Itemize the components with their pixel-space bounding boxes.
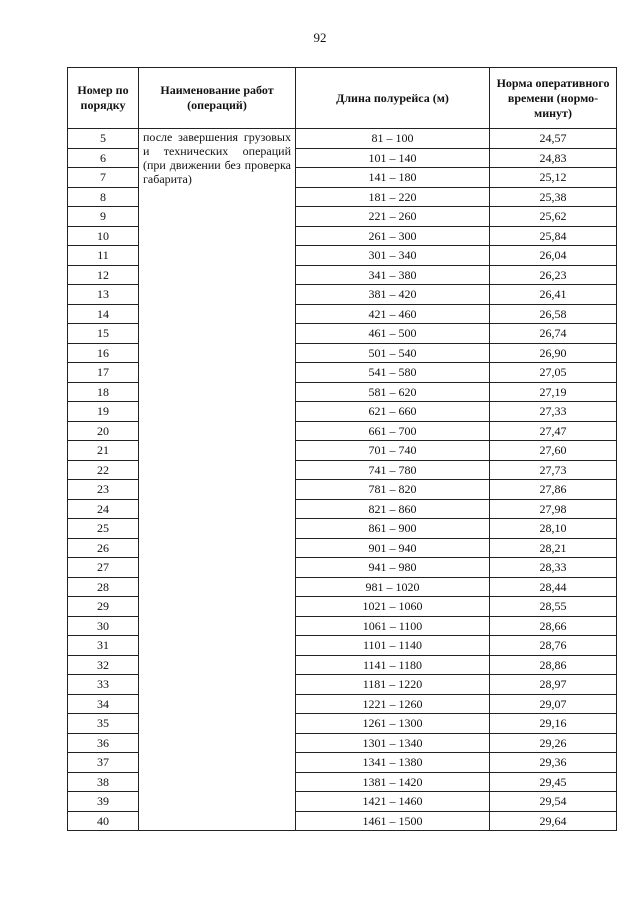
row-length: 1141 – 1180 bbox=[296, 655, 490, 675]
row-number: 24 bbox=[68, 499, 139, 519]
row-number: 18 bbox=[68, 382, 139, 402]
row-length: 1221 – 1260 bbox=[296, 694, 490, 714]
row-norm: 28,21 bbox=[490, 538, 617, 558]
row-length: 661 – 700 bbox=[296, 421, 490, 441]
row-length: 901 – 940 bbox=[296, 538, 490, 558]
row-number: 7 bbox=[68, 168, 139, 188]
row-norm: 27,73 bbox=[490, 460, 617, 480]
row-norm: 28,33 bbox=[490, 558, 617, 578]
row-length: 341 – 380 bbox=[296, 265, 490, 285]
row-number: 36 bbox=[68, 733, 139, 753]
row-norm: 28,55 bbox=[490, 597, 617, 617]
row-length: 1461 – 1500 bbox=[296, 811, 490, 831]
row-norm: 29,36 bbox=[490, 753, 617, 773]
row-number: 31 bbox=[68, 636, 139, 656]
row-number: 34 bbox=[68, 694, 139, 714]
row-length: 1261 – 1300 bbox=[296, 714, 490, 734]
row-norm: 29,45 bbox=[490, 772, 617, 792]
row-norm: 29,07 bbox=[490, 694, 617, 714]
row-length: 81 – 100 bbox=[296, 129, 490, 149]
row-number: 16 bbox=[68, 343, 139, 363]
row-length: 1181 – 1220 bbox=[296, 675, 490, 695]
row-length: 581 – 620 bbox=[296, 382, 490, 402]
row-length: 261 – 300 bbox=[296, 226, 490, 246]
row-norm: 28,97 bbox=[490, 675, 617, 695]
row-length: 381 – 420 bbox=[296, 285, 490, 305]
row-length: 1421 – 1460 bbox=[296, 792, 490, 812]
row-number: 19 bbox=[68, 402, 139, 422]
row-number: 22 bbox=[68, 460, 139, 480]
row-length: 541 – 580 bbox=[296, 363, 490, 383]
row-length: 1021 – 1060 bbox=[296, 597, 490, 617]
row-length: 1301 – 1340 bbox=[296, 733, 490, 753]
row-norm: 27,86 bbox=[490, 480, 617, 500]
header-norm: Норма оперативного времени (нормо-минут) bbox=[490, 68, 617, 129]
header-length: Длина полурейса (м) bbox=[296, 68, 490, 129]
row-number: 5 bbox=[68, 129, 139, 149]
page-number: 92 bbox=[313, 30, 327, 45]
row-norm: 26,04 bbox=[490, 246, 617, 266]
row-norm: 24,57 bbox=[490, 129, 617, 149]
row-length: 461 – 500 bbox=[296, 324, 490, 344]
table-header bbox=[68, 68, 617, 129]
row-length: 821 – 860 bbox=[296, 499, 490, 519]
row-number: 12 bbox=[68, 265, 139, 285]
row-norm: 27,19 bbox=[490, 382, 617, 402]
row-length: 621 – 660 bbox=[296, 402, 490, 422]
row-number: 17 bbox=[68, 363, 139, 383]
row-length: 1381 – 1420 bbox=[296, 772, 490, 792]
row-length: 861 – 900 bbox=[296, 519, 490, 539]
row-norm: 27,98 bbox=[490, 499, 617, 519]
row-number: 13 bbox=[68, 285, 139, 305]
row-norm: 25,38 bbox=[490, 187, 617, 207]
row-length: 701 – 740 bbox=[296, 441, 490, 461]
row-norm: 28,76 bbox=[490, 636, 617, 656]
row-norm: 26,41 bbox=[490, 285, 617, 305]
row-number: 8 bbox=[68, 187, 139, 207]
row-number: 10 bbox=[68, 226, 139, 246]
row-norm: 29,26 bbox=[490, 733, 617, 753]
row-norm: 29,16 bbox=[490, 714, 617, 734]
row-norm: 25,84 bbox=[490, 226, 617, 246]
row-norm: 26,90 bbox=[490, 343, 617, 363]
row-number: 38 bbox=[68, 772, 139, 792]
row-number: 33 bbox=[68, 675, 139, 695]
row-length: 181 – 220 bbox=[296, 187, 490, 207]
row-number: 37 bbox=[68, 753, 139, 773]
row-norm: 29,54 bbox=[490, 792, 617, 812]
row-norm: 28,66 bbox=[490, 616, 617, 636]
row-norm: 24,83 bbox=[490, 148, 617, 168]
row-number: 40 bbox=[68, 811, 139, 831]
row-number: 9 bbox=[68, 207, 139, 227]
row-length: 981 – 1020 bbox=[296, 577, 490, 597]
header-work: Наименование работ (операций) bbox=[139, 68, 296, 129]
row-length: 221 – 260 bbox=[296, 207, 490, 227]
row-length: 101 – 140 bbox=[296, 148, 490, 168]
row-norm: 27,33 bbox=[490, 402, 617, 422]
row-length: 301 – 340 bbox=[296, 246, 490, 266]
row-number: 6 bbox=[68, 148, 139, 168]
row-norm: 25,12 bbox=[490, 168, 617, 188]
row-number: 32 bbox=[68, 655, 139, 675]
row-length: 141 – 180 bbox=[296, 168, 490, 188]
row-norm: 26,58 bbox=[490, 304, 617, 324]
row-length: 1101 – 1140 bbox=[296, 636, 490, 656]
row-number: 29 bbox=[68, 597, 139, 617]
row-norm: 25,62 bbox=[490, 207, 617, 227]
row-number: 23 bbox=[68, 480, 139, 500]
row-norm: 28,86 bbox=[490, 655, 617, 675]
row-norm: 27,60 bbox=[490, 441, 617, 461]
work-description: после завершения грузовых и технических операций (при движении без проверка габарита) bbox=[139, 129, 296, 831]
row-number: 21 bbox=[68, 441, 139, 461]
row-number: 14 bbox=[68, 304, 139, 324]
row-length: 741 – 780 bbox=[296, 460, 490, 480]
row-norm: 27,47 bbox=[490, 421, 617, 441]
row-number: 35 bbox=[68, 714, 139, 734]
row-length: 501 – 540 bbox=[296, 343, 490, 363]
row-norm: 26,23 bbox=[490, 265, 617, 285]
row-number: 26 bbox=[68, 538, 139, 558]
norms-table bbox=[67, 67, 617, 831]
row-number: 25 bbox=[68, 519, 139, 539]
row-norm: 26,74 bbox=[490, 324, 617, 344]
row-number: 27 bbox=[68, 558, 139, 578]
row-length: 781 – 820 bbox=[296, 480, 490, 500]
row-number: 39 bbox=[68, 792, 139, 812]
row-number: 30 bbox=[68, 616, 139, 636]
row-length: 421 – 460 bbox=[296, 304, 490, 324]
row-norm: 28,44 bbox=[490, 577, 617, 597]
row-number: 28 bbox=[68, 577, 139, 597]
row-norm: 28,10 bbox=[490, 519, 617, 539]
row-number: 15 bbox=[68, 324, 139, 344]
row-length: 1061 – 1100 bbox=[296, 616, 490, 636]
table-row bbox=[68, 129, 617, 149]
row-length: 941 – 980 bbox=[296, 558, 490, 578]
header-row bbox=[68, 68, 617, 129]
row-number: 11 bbox=[68, 246, 139, 266]
row-number: 20 bbox=[68, 421, 139, 441]
row-norm: 29,64 bbox=[490, 811, 617, 831]
row-length: 1341 – 1380 bbox=[296, 753, 490, 773]
table-body bbox=[68, 129, 617, 831]
row-norm: 27,05 bbox=[490, 363, 617, 383]
header-number: Номер по порядку bbox=[68, 68, 139, 129]
